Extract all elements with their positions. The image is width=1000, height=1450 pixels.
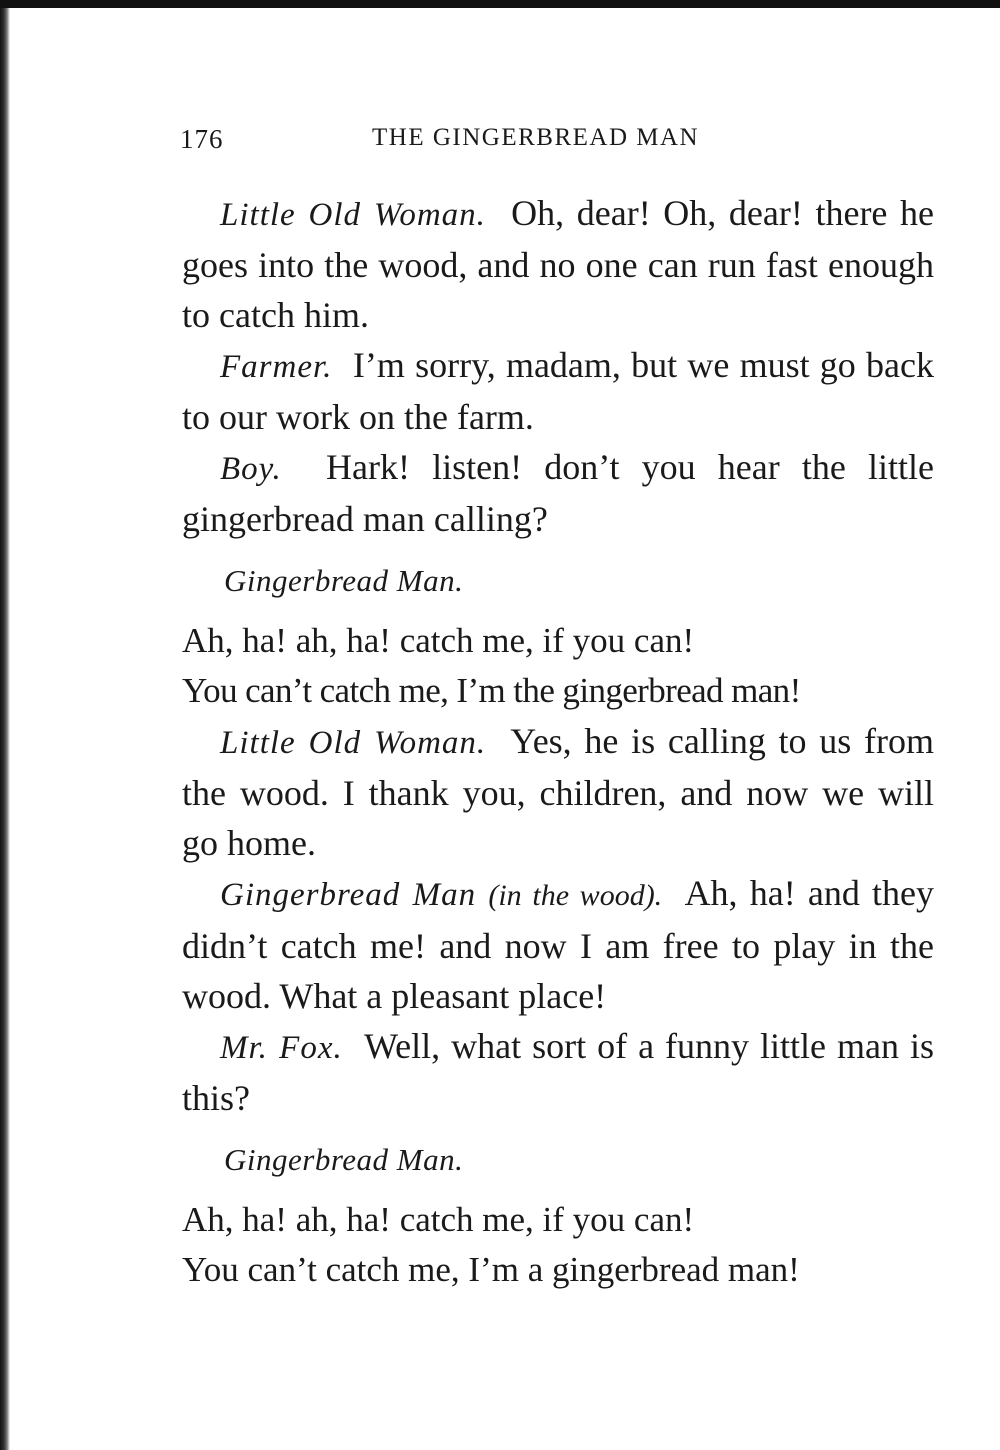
- running-title: THE GINGERBREAD MAN: [372, 124, 700, 151]
- dialogue-paragraph: [182, 442, 934, 544]
- dialogue-text: Ah, ha! and they didn’t catch me! and now I am free to play in the wood. What a pleasant place!: [182, 873, 935, 1016]
- verse-line: You can’t catch me, I’m the gingerbread man!: [182, 671, 801, 710]
- verse-line: Ah, ha! ah, ha! catch me, if you can!: [182, 621, 695, 660]
- dialogue-text: I’m sorry, madam, but we must go back to our work on the farm.: [182, 345, 934, 437]
- scan-left-binding-edge: [0, 8, 10, 1450]
- verse-block: [182, 1195, 934, 1295]
- speaker-name: Boy.: [220, 451, 282, 487]
- verse-speaker: Gingerbread Man.: [224, 563, 464, 598]
- page-number: 176: [180, 124, 224, 154]
- verse-block: [182, 616, 934, 716]
- dialogue-text: Oh, dear! Oh, dear! there he goes into the wood, and no one can run fast enough to catch him.: [182, 193, 934, 335]
- verse-line: You can’t catch me, I’m a gingerbread man!: [182, 1250, 800, 1289]
- speaker-name: Little Old Woman.: [220, 197, 486, 233]
- page-header: [180, 124, 940, 164]
- dialogue-text: Hark! listen! don’t you hear the little gingerbread man calling?: [182, 447, 934, 539]
- dialogue-paragraph: [182, 868, 934, 1021]
- dialogue-text: Yes, he is calling to us from the wood. I thank you, children, and now we will go home.: [182, 721, 934, 863]
- dialogue-paragraph: [182, 716, 934, 868]
- dialogue-paragraph: [182, 1021, 934, 1123]
- speaker-name: Little Old Woman.: [220, 725, 487, 761]
- stage-direction: (in the wood).: [488, 879, 663, 912]
- dialogue-paragraph: [182, 340, 934, 442]
- verse-speaker: Gingerbread Man.: [224, 1142, 464, 1177]
- speaker-name: Mr. Fox.: [220, 1030, 343, 1066]
- speaker-name: Farmer.: [220, 349, 333, 385]
- page-body: [182, 188, 934, 1295]
- dialogue-paragraph: [182, 188, 934, 340]
- verse-line: Ah, ha! ah, ha! catch me, if you can!: [182, 1200, 695, 1239]
- dialogue-text: Well, what sort of a funny little man is this?: [182, 1026, 935, 1118]
- scan-top-border: [0, 0, 1000, 8]
- speaker-name: Gingerbread Man: [220, 877, 477, 913]
